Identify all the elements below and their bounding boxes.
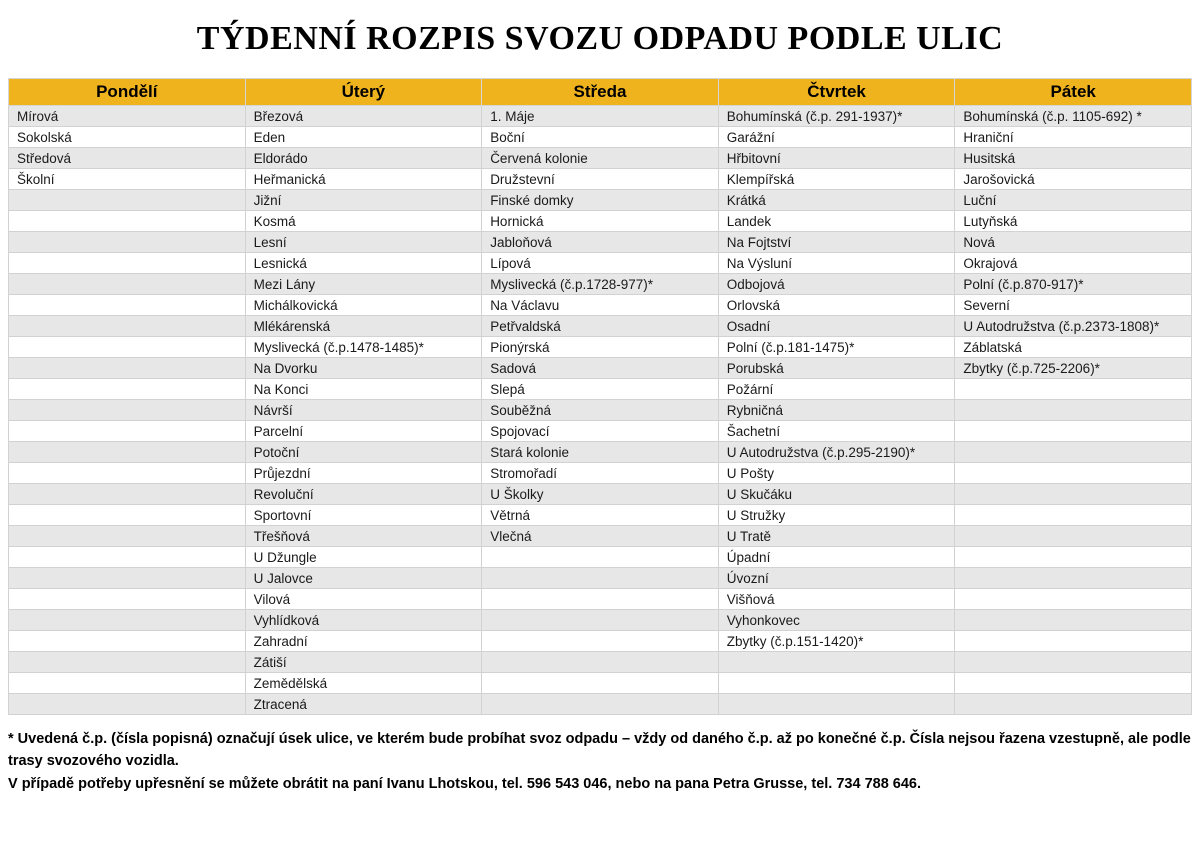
table-row [9, 610, 1192, 631]
street-cell: Osadní [718, 316, 955, 337]
street-cell [9, 610, 246, 631]
footnotes [8, 728, 1192, 795]
street-cell [955, 631, 1192, 652]
street-cell: Eldorádo [245, 148, 482, 169]
street-cell: Heřmanická [245, 169, 482, 190]
street-cell [9, 526, 246, 547]
street-cell [9, 211, 246, 232]
street-cell [955, 610, 1192, 631]
day-header: Úterý [245, 79, 482, 106]
street-cell: Bohumínská (č.p. 291-1937)* [718, 106, 955, 127]
street-cell [955, 589, 1192, 610]
street-cell: Vlečná [482, 526, 719, 547]
street-cell [955, 673, 1192, 694]
street-cell: Lutyňská [955, 211, 1192, 232]
street-cell: Parcelní [245, 421, 482, 442]
street-cell: Luční [955, 190, 1192, 211]
table-row [9, 337, 1192, 358]
street-cell: Severní [955, 295, 1192, 316]
street-cell: Středová [9, 148, 246, 169]
street-cell [482, 673, 719, 694]
table-row [9, 505, 1192, 526]
street-cell [9, 442, 246, 463]
table-row [9, 484, 1192, 505]
street-cell: Jabloňová [482, 232, 719, 253]
street-cell: Na Výsluní [718, 253, 955, 274]
street-cell: Nová [955, 232, 1192, 253]
street-cell: Souběžná [482, 400, 719, 421]
footnote-line-2: V případě potřeby upřesnění se můžete obrátit na paní Ivanu Lhotskou, tel. 596 543 046, nebo na pana Petra Grusse, tel. 734 788 646. [8, 775, 922, 792]
street-cell: Spojovací [482, 421, 719, 442]
street-cell [955, 379, 1192, 400]
street-cell: Polní (č.p.181-1475)* [718, 337, 955, 358]
table-row [9, 127, 1192, 148]
table-row [9, 274, 1192, 295]
street-cell: Hřbitovní [718, 148, 955, 169]
table-row [9, 232, 1192, 253]
table-row [9, 190, 1192, 211]
street-cell: Revoluční [245, 484, 482, 505]
street-cell [955, 505, 1192, 526]
street-cell [718, 694, 955, 715]
street-cell: Porubská [718, 358, 955, 379]
page-title: TÝDENNÍ ROZPIS SVOZU ODPADU PODLE ULIC [196, 20, 1004, 57]
table-row [9, 547, 1192, 568]
street-cell: Višňová [718, 589, 955, 610]
street-cell: Odbojová [718, 274, 955, 295]
street-cell: Kosmá [245, 211, 482, 232]
street-cell: U Autodružstva (č.p.295-2190)* [718, 442, 955, 463]
street-cell: Zbytky (č.p.151-1420)* [718, 631, 955, 652]
street-cell: Lesnická [245, 253, 482, 274]
street-cell: U Autodružstva (č.p.2373-1808)* [955, 316, 1192, 337]
street-cell [9, 190, 246, 211]
street-cell: Jižní [245, 190, 482, 211]
street-cell [9, 379, 246, 400]
street-cell [955, 484, 1192, 505]
table-row [9, 169, 1192, 190]
table-row [9, 421, 1192, 442]
street-cell [9, 295, 246, 316]
street-cell: Zátiší [245, 652, 482, 673]
street-cell: Slepá [482, 379, 719, 400]
street-cell [955, 526, 1192, 547]
street-cell: Eden [245, 127, 482, 148]
street-cell: Ztracená [245, 694, 482, 715]
street-cell [482, 652, 719, 673]
footnote-line-1: * Uvedená č.p. (čísla popisná) označují úsek ulice, ve kterém bude probíhat svoz odpadu – vždy od daného č.p. až po konečné č.p. Čísla nejsou řazena vzestupně, ale podle trasy svozového vozidla. [8, 731, 1191, 770]
table-row [9, 358, 1192, 379]
table-row [9, 211, 1192, 232]
street-cell [482, 631, 719, 652]
table-row [9, 526, 1192, 547]
street-cell [955, 442, 1192, 463]
street-cell: Landek [718, 211, 955, 232]
street-cell [9, 421, 246, 442]
street-cell: Mlékárenská [245, 316, 482, 337]
street-cell: Pionýrská [482, 337, 719, 358]
street-cell: Stromořadí [482, 463, 719, 484]
street-cell [482, 547, 719, 568]
schedule-table [8, 78, 1192, 715]
table-row [9, 589, 1192, 610]
table-body [9, 106, 1192, 715]
street-cell [9, 505, 246, 526]
street-cell: Jarošovická [955, 169, 1192, 190]
street-cell: Sokolská [9, 127, 246, 148]
street-cell: Březová [245, 106, 482, 127]
table-row [9, 316, 1192, 337]
street-cell: U Školky [482, 484, 719, 505]
street-cell: Školní [9, 169, 246, 190]
street-cell: U Stružky [718, 505, 955, 526]
street-cell: U Tratě [718, 526, 955, 547]
day-header: Pondělí [9, 79, 246, 106]
street-cell: Větrná [482, 505, 719, 526]
street-cell: Stará kolonie [482, 442, 719, 463]
street-cell [9, 232, 246, 253]
street-cell: Průjezdní [245, 463, 482, 484]
table-row [9, 673, 1192, 694]
street-cell: Třešňová [245, 526, 482, 547]
street-cell [955, 463, 1192, 484]
street-cell: Garážní [718, 127, 955, 148]
street-cell [9, 337, 246, 358]
street-cell: Šachetní [718, 421, 955, 442]
street-cell [482, 589, 719, 610]
street-cell [9, 484, 246, 505]
street-cell: Myslivecká (č.p.1728-977)* [482, 274, 719, 295]
street-cell [955, 568, 1192, 589]
street-cell: Zemědělská [245, 673, 482, 694]
street-cell: Družstevní [482, 169, 719, 190]
table-row [9, 379, 1192, 400]
street-cell: Zahradní [245, 631, 482, 652]
street-cell: U Skučáku [718, 484, 955, 505]
street-cell: Myslivecká (č.p.1478-1485)* [245, 337, 482, 358]
street-cell: Úvozní [718, 568, 955, 589]
street-cell [955, 652, 1192, 673]
day-header: Středa [482, 79, 719, 106]
street-cell: Na Konci [245, 379, 482, 400]
street-cell: Lesní [245, 232, 482, 253]
street-cell: Sadová [482, 358, 719, 379]
street-cell: 1. Máje [482, 106, 719, 127]
street-cell: Polní (č.p.870-917)* [955, 274, 1192, 295]
street-cell: Zbytky (č.p.725-2206)* [955, 358, 1192, 379]
street-cell [955, 694, 1192, 715]
street-cell: Lípová [482, 253, 719, 274]
street-cell: U Jalovce [245, 568, 482, 589]
street-cell [718, 673, 955, 694]
table-row [9, 400, 1192, 421]
table-row [9, 442, 1192, 463]
street-cell [9, 253, 246, 274]
street-cell [955, 421, 1192, 442]
street-cell: Michálkovická [245, 295, 482, 316]
street-cell: U Džungle [245, 547, 482, 568]
street-cell [9, 316, 246, 337]
table-row [9, 652, 1192, 673]
street-cell: Bohumínská (č.p. 1105-692) * [955, 106, 1192, 127]
street-cell [9, 274, 246, 295]
street-cell [9, 547, 246, 568]
street-cell: Návrší [245, 400, 482, 421]
street-cell [9, 463, 246, 484]
street-cell [718, 652, 955, 673]
street-cell: Husitská [955, 148, 1192, 169]
table-row [9, 631, 1192, 652]
day-header: Čtvrtek [718, 79, 955, 106]
street-cell: Vyhonkovec [718, 610, 955, 631]
street-cell: Finské domky [482, 190, 719, 211]
street-cell [482, 568, 719, 589]
street-cell [955, 400, 1192, 421]
street-cell [955, 547, 1192, 568]
street-cell: Rybničná [718, 400, 955, 421]
street-cell [482, 610, 719, 631]
table-row [9, 694, 1192, 715]
street-cell: Potoční [245, 442, 482, 463]
street-cell [9, 568, 246, 589]
street-cell [9, 589, 246, 610]
street-cell [482, 694, 719, 715]
street-cell: Klempířská [718, 169, 955, 190]
street-cell: Petřvaldská [482, 316, 719, 337]
street-cell: Úpadní [718, 547, 955, 568]
street-cell: Mezi Lány [245, 274, 482, 295]
street-cell: Vyhlídková [245, 610, 482, 631]
street-cell: Hraniční [955, 127, 1192, 148]
street-cell [9, 652, 246, 673]
table-row [9, 148, 1192, 169]
street-cell: Požární [718, 379, 955, 400]
street-cell [9, 358, 246, 379]
street-cell [9, 694, 246, 715]
table-row [9, 253, 1192, 274]
street-cell: Na Václavu [482, 295, 719, 316]
street-cell: Sportovní [245, 505, 482, 526]
street-cell: Mírová [9, 106, 246, 127]
street-cell: Orlovská [718, 295, 955, 316]
street-cell: Hornická [482, 211, 719, 232]
street-cell: Záblatská [955, 337, 1192, 358]
street-cell: Okrajová [955, 253, 1192, 274]
street-cell: Na Dvorku [245, 358, 482, 379]
table-row [9, 295, 1192, 316]
street-cell: Červená kolonie [482, 148, 719, 169]
street-cell [9, 631, 246, 652]
street-cell: Krátká [718, 190, 955, 211]
street-cell [9, 400, 246, 421]
table-row [9, 106, 1192, 127]
table-row [9, 568, 1192, 589]
header-row [9, 79, 1192, 106]
street-cell: Na Fojtství [718, 232, 955, 253]
day-header: Pátek [955, 79, 1192, 106]
street-cell: Boční [482, 127, 719, 148]
table-row [9, 463, 1192, 484]
street-cell: Vilová [245, 589, 482, 610]
street-cell: U Pošty [718, 463, 955, 484]
street-cell [9, 673, 246, 694]
